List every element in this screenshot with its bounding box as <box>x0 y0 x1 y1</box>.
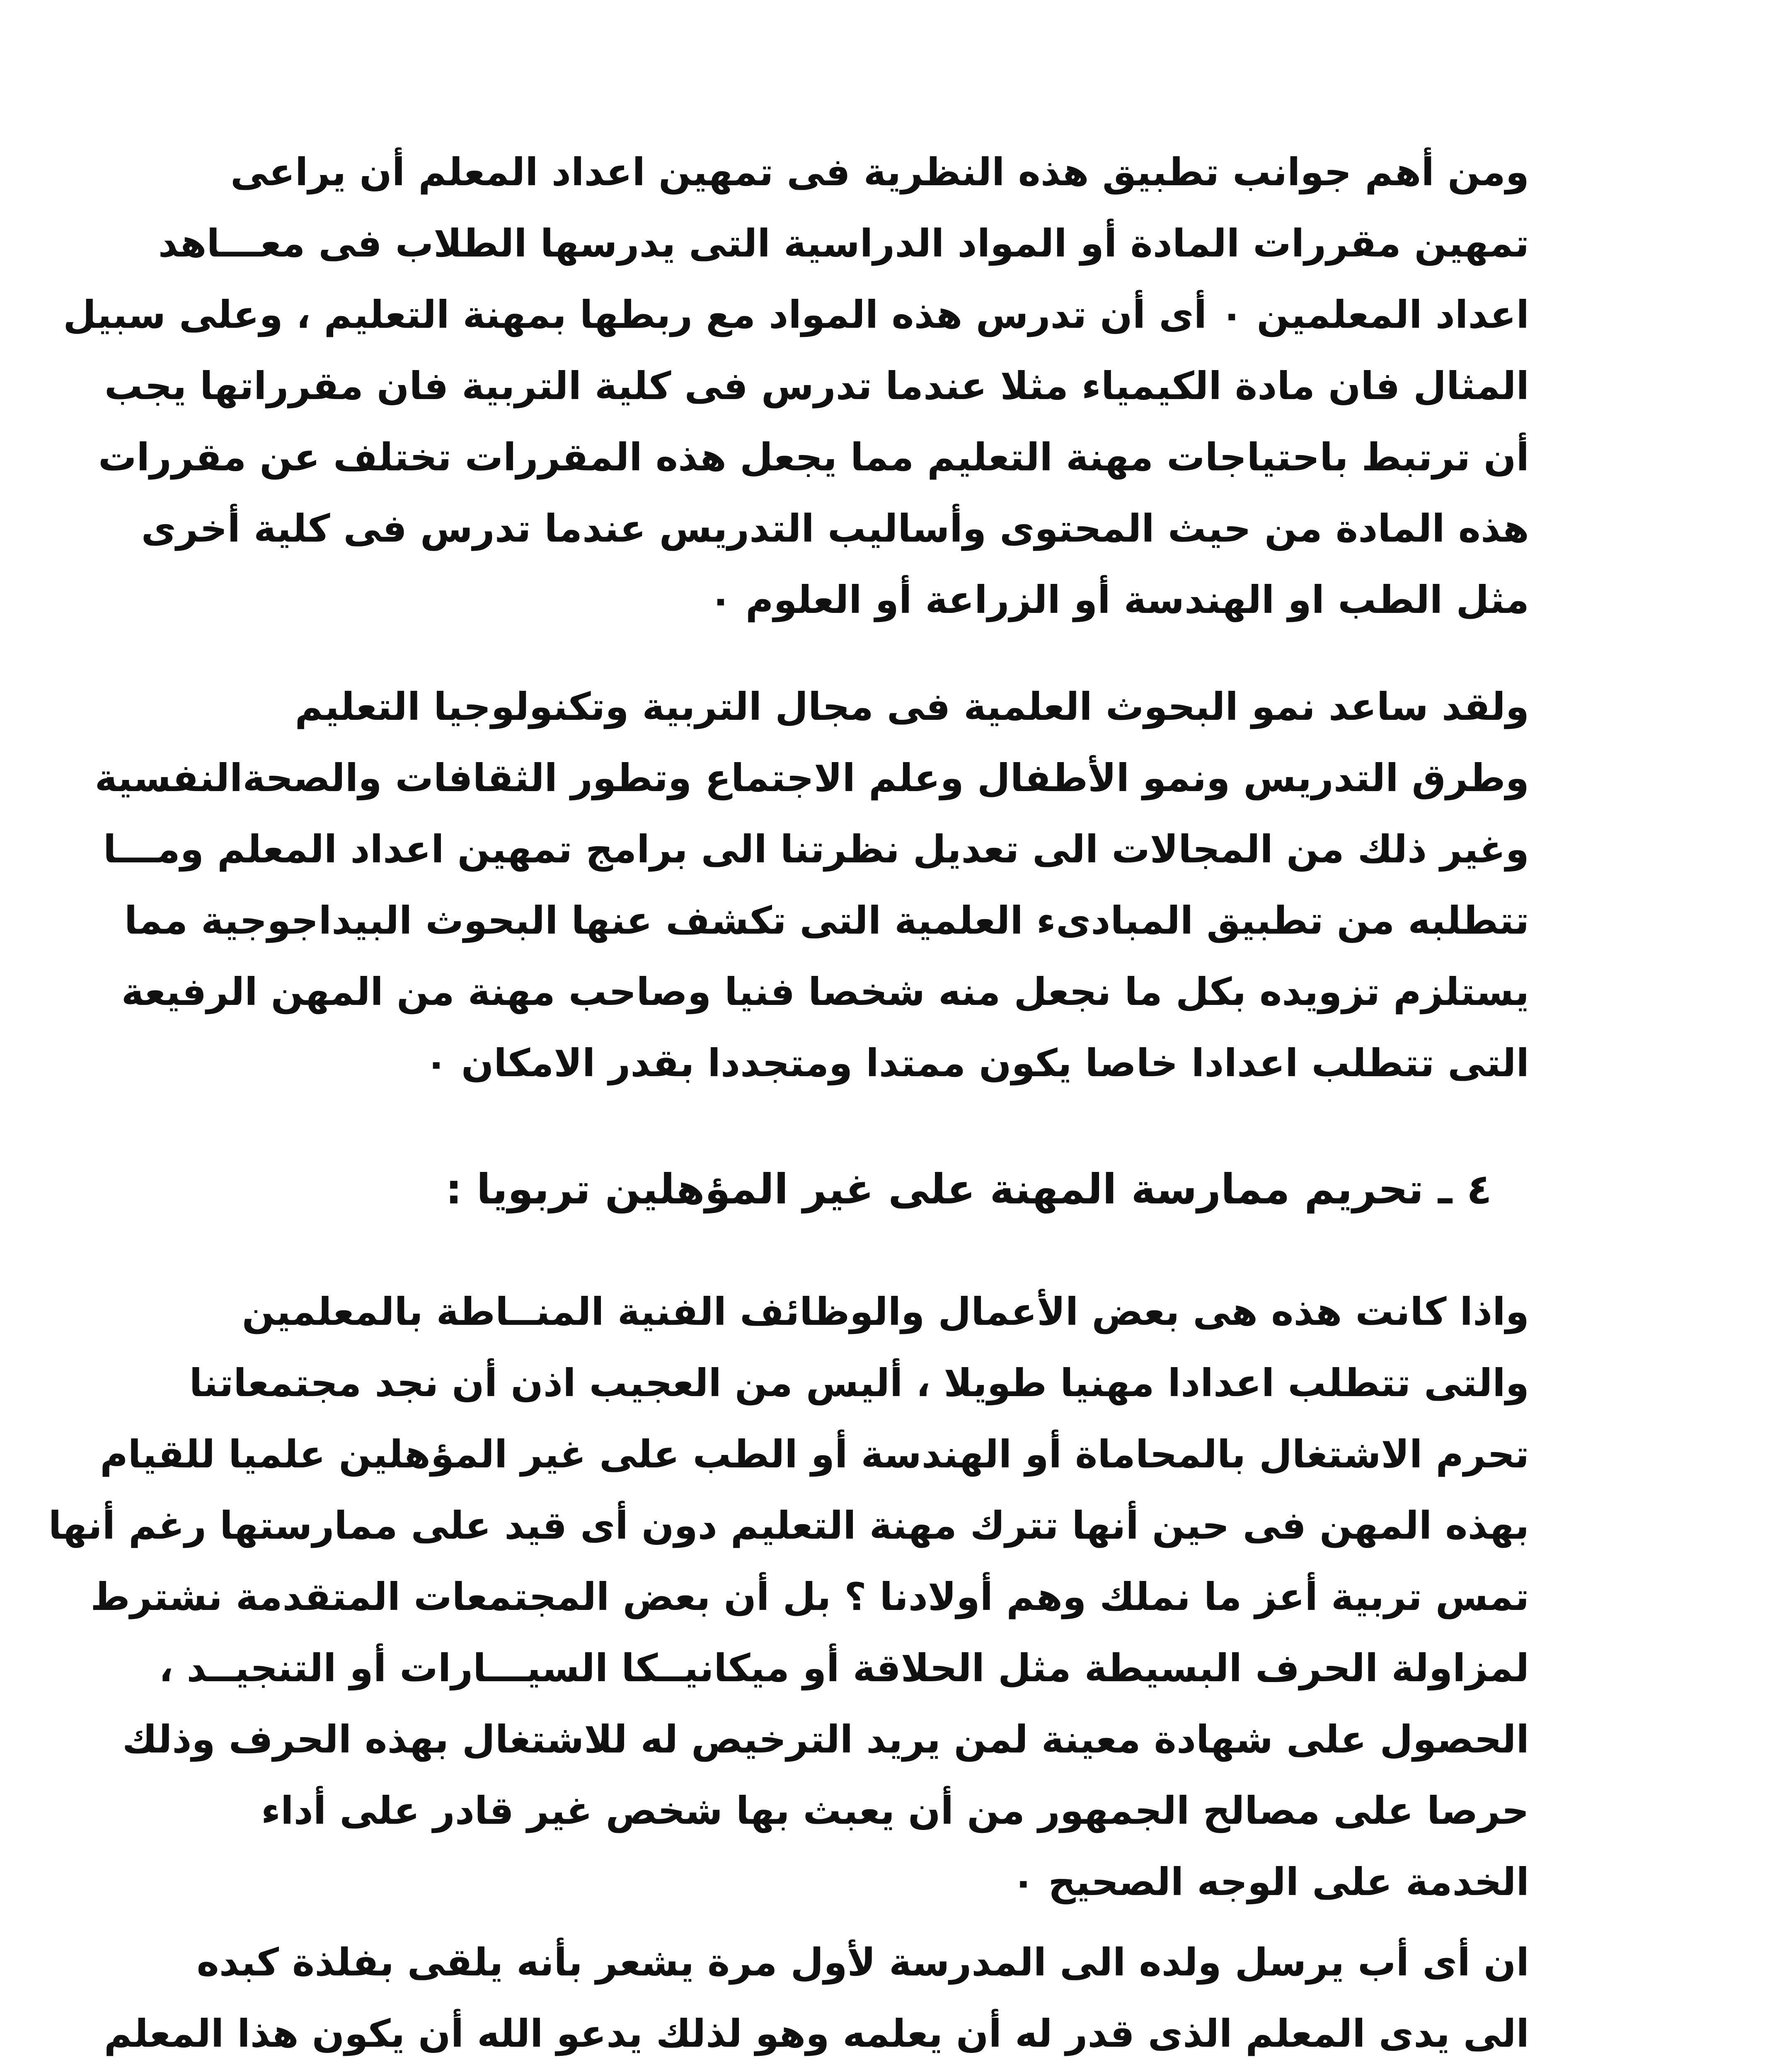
paragraph-line: أن ترتبط باحتياجات مهنة التعليم مما يجعل هذه المقررات تختلف عن مقررات <box>98 435 1529 479</box>
paragraph-line: التى تتطلب اعدادا خاصا يكون ممتدا ومتجددا بقدر الامكان ٠ <box>424 1041 1529 1085</box>
paragraph-line: الخدمة على الوجه الصحيح ٠ <box>1012 1860 1529 1904</box>
paragraph-line: المثال فان مادة الكيمياء مثلا عندما تدرس فى كلية التربية فان مقرراتها يجب <box>104 364 1529 408</box>
paragraph-line: تمس تربية أعز ما نملك وهم أولادنا ؟ بل أن بعض المجتمعات المتقدمة نشترط <box>90 1575 1529 1619</box>
paragraph-line: مثل الطب او الهندسة أو الزراعة أو العلوم ٠ <box>709 578 1529 622</box>
paragraph-3 <box>48 1276 1529 1918</box>
paragraph-line: حرصا على مصالح الجمهور من أن يعبث بها شخص غير قادر على أداء <box>261 1789 1529 1833</box>
paragraph-line: بهذه المهن فى حين أنها تترك مهنة التعليم دون أى قيد على ممارستها رغم أنها <box>48 1503 1529 1548</box>
paragraph-line: تحرم الاشتغال بالمحاماة أو الهندسة أو الطب على غير المؤهلين علميا للقيام <box>100 1432 1529 1477</box>
paragraph-1 <box>63 137 1529 636</box>
paragraph-line: ولقد ساعد نمو البحوث العلمية فى مجال التربية وتكنولوجيا التعليم <box>295 685 1529 729</box>
paragraph-line: وطرق التدريس ونمو الأطفال وعلم الاجتماع وتطور الثقافات والصحةالنفسية <box>94 756 1529 800</box>
paragraph-line: تتطلبه من تطبيق المبادىء العلمية التى تكشف عنها البحوث البيداجوجية مما <box>124 898 1529 943</box>
paragraph-2 <box>94 671 1529 1099</box>
paragraph-line: الحصول على شهادة معينة لمن يريد الترخيص له للاشتغال بهذه الحرف وذلك <box>122 1717 1529 1762</box>
paragraph-line: ومن أهم جوانب تطبيق هذه النظرية فى تمهين اعداد المعلم أن يراعى <box>230 150 1529 194</box>
paragraph-line: تمهين مقررات المادة أو المواد الدراسية التى يدرسها الطلاب فى معـــاهد <box>158 221 1529 266</box>
paragraph-4 <box>104 1927 1529 2072</box>
paragraph-line: اعداد المعلمين ٠ أى أن تدرس هذه المواد مع ربطها بمهنة التعليم ، وعلى سبيل <box>63 293 1529 337</box>
paragraph-line: والتى تتطلب اعدادا مهنيا طويلا ، أليس من العجيب اذن أن نجد مجتمعاتنا <box>189 1361 1529 1405</box>
section-heading: ٤ ـ تحريم ممارسة المهنة على غير المؤهلين تربويا : <box>445 1165 1492 1213</box>
paragraph-line: يستلزم تزويده بكل ما نجعل منه شخصا فنيا وصاحب مهنة من المهن الرفيعة <box>121 970 1529 1014</box>
paragraph-line: الى يدى المعلم الذى قدر له أن يعلمه وهو لذلك يدعو الله أن يكون هذا المعلم <box>104 2011 1529 2056</box>
paragraph-line <box>232 2070 1529 2072</box>
paragraph-line: لمزاولة الحرف البسيطة مثل الحلاقة أو ميكانيــكا السيـــارات أو التنجيــد ، <box>159 1646 1529 1690</box>
paragraph-line: ان أى أب يرسل ولده الى المدرسة لأول مرة يشعر بأنه يلقى بفلذة كبده <box>196 1940 1529 1985</box>
paragraph-line: وغير ذلك من المجالات الى تعديل نظرتنا الى برامج تمهين اعداد المعلم ومـــا <box>103 827 1529 871</box>
paragraph-line: واذا كانت هذه هى بعض الأعمال والوظائف الفنية المنــاطة بالمعلمين <box>242 1290 1529 1334</box>
paragraph-line: هذه المادة من حيث المحتوى وأساليب التدريس عندما تدرس فى كلية أخرى <box>141 506 1529 551</box>
